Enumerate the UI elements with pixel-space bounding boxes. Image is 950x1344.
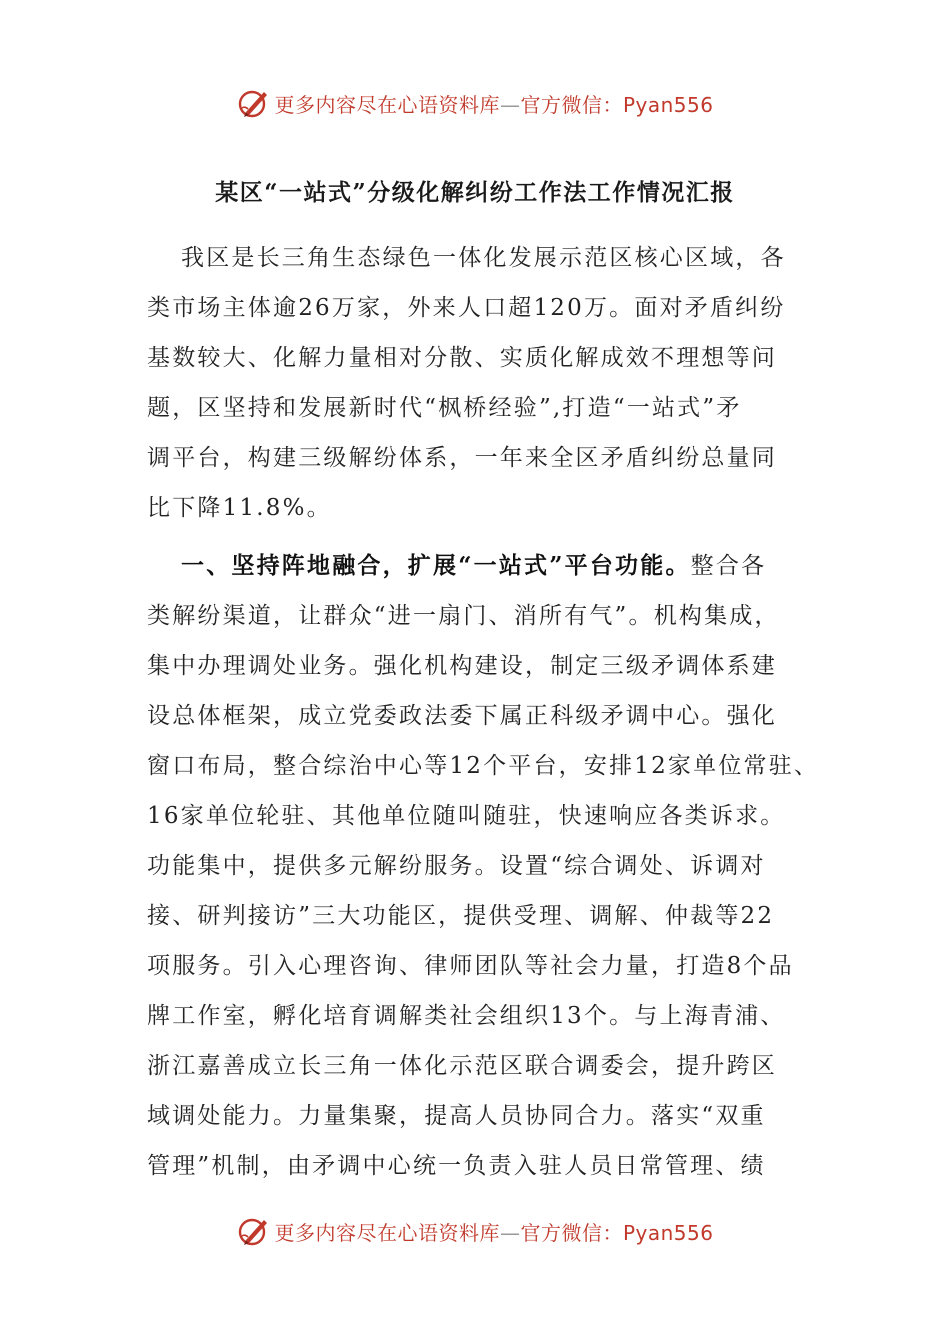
paragraph-line: 类市场主体逾26万家，外来人口超120万。面对矛盾纠纷 bbox=[147, 295, 786, 321]
document-title: 某区“一站式”分级化解纠纷工作法工作情况汇报 bbox=[215, 179, 735, 206]
header-banner bbox=[0, 83, 950, 123]
paragraph-line: 浙江嘉善成立长三角一体化示范区联合调委会，提升跨区 bbox=[147, 1053, 777, 1079]
paragraph-line: 调平台，构建三级解纷体系，一年来全区矛盾纠纷总量同 bbox=[147, 445, 777, 471]
paragraph-line: 设总体框架，成立党委政法委下属正科级矛调中心。强化 bbox=[147, 703, 777, 729]
pen-circle-logo-icon bbox=[236, 1214, 270, 1248]
pen-circle-logo-icon bbox=[236, 86, 270, 120]
paragraph-line: 管理”机制，由矛调中心统一负责入驻人员日常管理、绩 bbox=[147, 1153, 766, 1179]
footer-banner-red-text: 更多内容尽在心语资料库 bbox=[274, 1220, 500, 1245]
paragraph-line: 基数较大、化解力量相对分散、实质化解成效不理想等问 bbox=[147, 345, 777, 371]
paragraph-line: 比下降11.8%。 bbox=[147, 495, 332, 521]
paragraph-line: 牌工作室，孵化培育调解类社会组织13个。与上海青浦、 bbox=[147, 1003, 786, 1029]
paragraph-line: 类解纷渠道，让群众“进一扇门、消所有气”。机构集成， bbox=[147, 603, 780, 629]
paragraph-line: 接、研判接访”三大功能区，提供受理、调解、仲裁等22 bbox=[147, 903, 775, 929]
footer-banner-rest-text: 官方微信：Pyan556 bbox=[520, 1220, 714, 1245]
paragraph-line: 窗口布局，整合综治中心等12个平台，安排12家单位常驻、 bbox=[147, 753, 820, 779]
footer-banner-text bbox=[274, 1217, 713, 1246]
footer-banner-dash: — bbox=[499, 1220, 521, 1245]
section-heading: 一、坚持阵地融合，扩展“一站式”平台功能。 bbox=[181, 552, 691, 579]
paragraph-line: 我区是长三角生态绿色一体化发展示范区核心区域，各 bbox=[181, 245, 786, 271]
paragraph-line: 题，区坚持和发展新时代“枫桥经验”,打造“一站式”矛 bbox=[147, 395, 742, 421]
section-heading-tail: 整合各 bbox=[690, 553, 767, 579]
header-banner-dash: — bbox=[499, 92, 521, 117]
header-banner-text bbox=[274, 89, 713, 118]
document-body bbox=[147, 233, 820, 1191]
paragraph-line: 项服务。引入心理咨询、律师团队等社会力量，打造8个品 bbox=[147, 953, 794, 979]
section-heading-line bbox=[147, 541, 807, 591]
paragraph-line: 集中办理调处业务。强化机构建设，制定三级矛调体系建 bbox=[147, 653, 777, 679]
paragraph-line: 功能集中，提供多元解纷服务。设置“综合调处、诉调对 bbox=[147, 853, 766, 879]
paragraph-line: 域调处能力。力量集聚，提高人员协同合力。落实“双重 bbox=[147, 1103, 766, 1129]
header-banner-red-text: 更多内容尽在心语资料库 bbox=[274, 92, 500, 117]
paragraph-line: 16家单位轮驻、其他单位随叫随驻，快速响应各类诉求。 bbox=[147, 803, 786, 829]
header-banner-rest-text: 官方微信：Pyan556 bbox=[520, 92, 714, 117]
footer-banner bbox=[0, 1211, 950, 1251]
